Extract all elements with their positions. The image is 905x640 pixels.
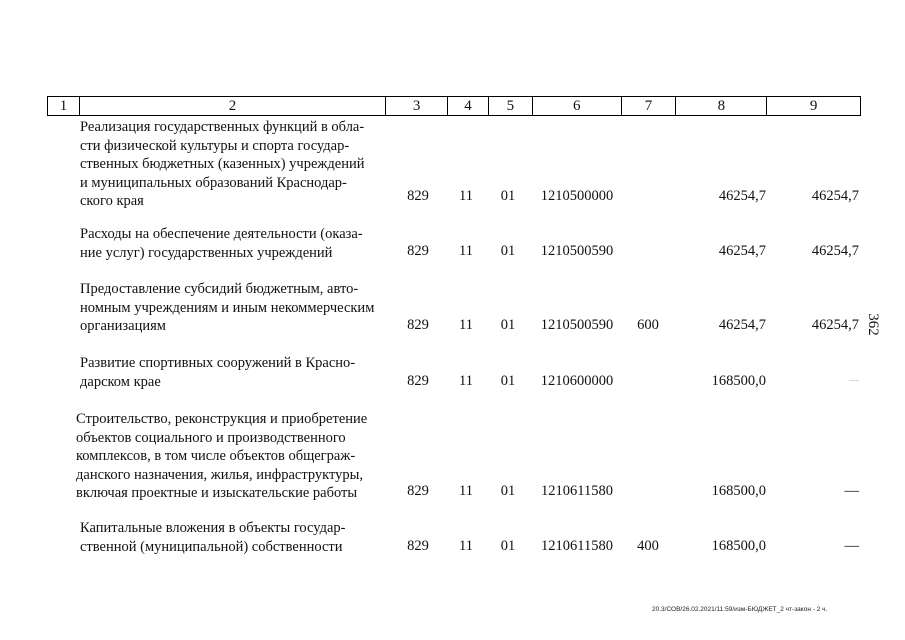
cell-target-article: 1210611580 — [541, 483, 613, 499]
cell-section: 11 — [459, 538, 473, 554]
cell-section: 11 — [459, 483, 473, 499]
cell-sum-2: — — [844, 538, 859, 554]
cell-sum-2: 46254,7 — [811, 317, 859, 333]
cell-sum-1: 46254,7 — [718, 188, 766, 204]
cell-subsection: 01 — [500, 317, 516, 333]
row-description: Предоставление субсидий бюджетным, авто- номным учреждениям и иным некоммерческим организациям — [80, 281, 375, 334]
cell-subsection: 01 — [500, 243, 516, 259]
cell-sum-2: 46254,7 — [811, 188, 859, 204]
cell-grbs: 829 — [407, 243, 429, 259]
header-cell-3: 3 — [386, 97, 448, 115]
cell-expense-type: 600 — [637, 317, 659, 333]
cell-grbs: 829 — [407, 317, 429, 333]
cell-target-article: 1210500000 — [540, 188, 614, 204]
cell-sum-2: — — [844, 483, 859, 499]
cell-target-article: 1210611580 — [541, 538, 613, 554]
cell-section: 11 — [459, 188, 473, 204]
row-description: Развитие спортивных сооружений в Красно- дарском крае — [80, 355, 356, 390]
cell-grbs: 829 — [407, 373, 429, 389]
header-cell-9: 9 — [809, 97, 818, 114]
cell-target-article: 1210600000 — [540, 373, 614, 389]
cell-grbs: 829 — [407, 538, 429, 554]
footer-note: 20.3/СОВ/26.02.2021/11:59/изм-БЮДЖЕТ_2 чт-закон - 2 ч. — [652, 606, 828, 613]
cell-sum-2: 46254,7 — [811, 243, 859, 259]
header-cell-6: 6 — [533, 97, 622, 115]
header-cell-2: 2 — [80, 97, 386, 115]
cell-subsection: 01 — [500, 373, 516, 389]
header-cell-5: 5 — [489, 97, 533, 115]
header-cell-8: 8 — [676, 97, 767, 115]
header-cell-4: 4 — [448, 97, 489, 115]
cell-grbs: 829 — [407, 483, 429, 499]
cell-expense-type: 400 — [637, 538, 659, 554]
cell-sum-1: 46254,7 — [718, 317, 766, 333]
cell-section: 11 — [459, 243, 473, 259]
row-description: Расходы на обеспечение деятельности (оказа- ние услуг) государственных учреждений — [80, 226, 363, 261]
row-description: Капитальные вложения в объекты государ- ственной (муниципальной) собственности — [80, 520, 346, 555]
cell-sum-1: 168500,0 — [711, 538, 766, 554]
cell-target-article: 1210500590 — [540, 317, 614, 333]
cell-subsection: 01 — [500, 483, 516, 499]
header-cell-7: 7 — [622, 97, 677, 115]
cell-section: 11 — [459, 373, 473, 389]
cell-sum-2: — — [849, 375, 859, 386]
header-cell-1: 1 — [48, 97, 80, 115]
page-number: 362 — [864, 313, 881, 336]
row-description: Реализация государственных функций в обла- сти физической культуры и спорта государ- ственных бюджетных (казенных) учреждений и муниципальных образований Краснодар- ского края — [80, 119, 365, 209]
cell-sum-1: 168500,0 — [711, 483, 766, 499]
cell-subsection: 01 — [500, 188, 516, 204]
cell-target-article: 1210500590 — [540, 243, 614, 259]
cell-sum-1: 168500,0 — [711, 373, 766, 389]
cell-subsection: 01 — [500, 538, 516, 554]
cell-sum-1: 46254,7 — [718, 243, 766, 259]
cell-section: 11 — [459, 317, 473, 333]
table-header-row — [47, 96, 861, 116]
cell-grbs: 829 — [407, 188, 429, 204]
row-description: Строительство, реконструкция и приобретение объектов социального и производственного комплексов, в том числе объектов общеграж- данского назначения, жилья, инфраструктуры, включая проектные и изыскательские работы — [76, 411, 368, 501]
